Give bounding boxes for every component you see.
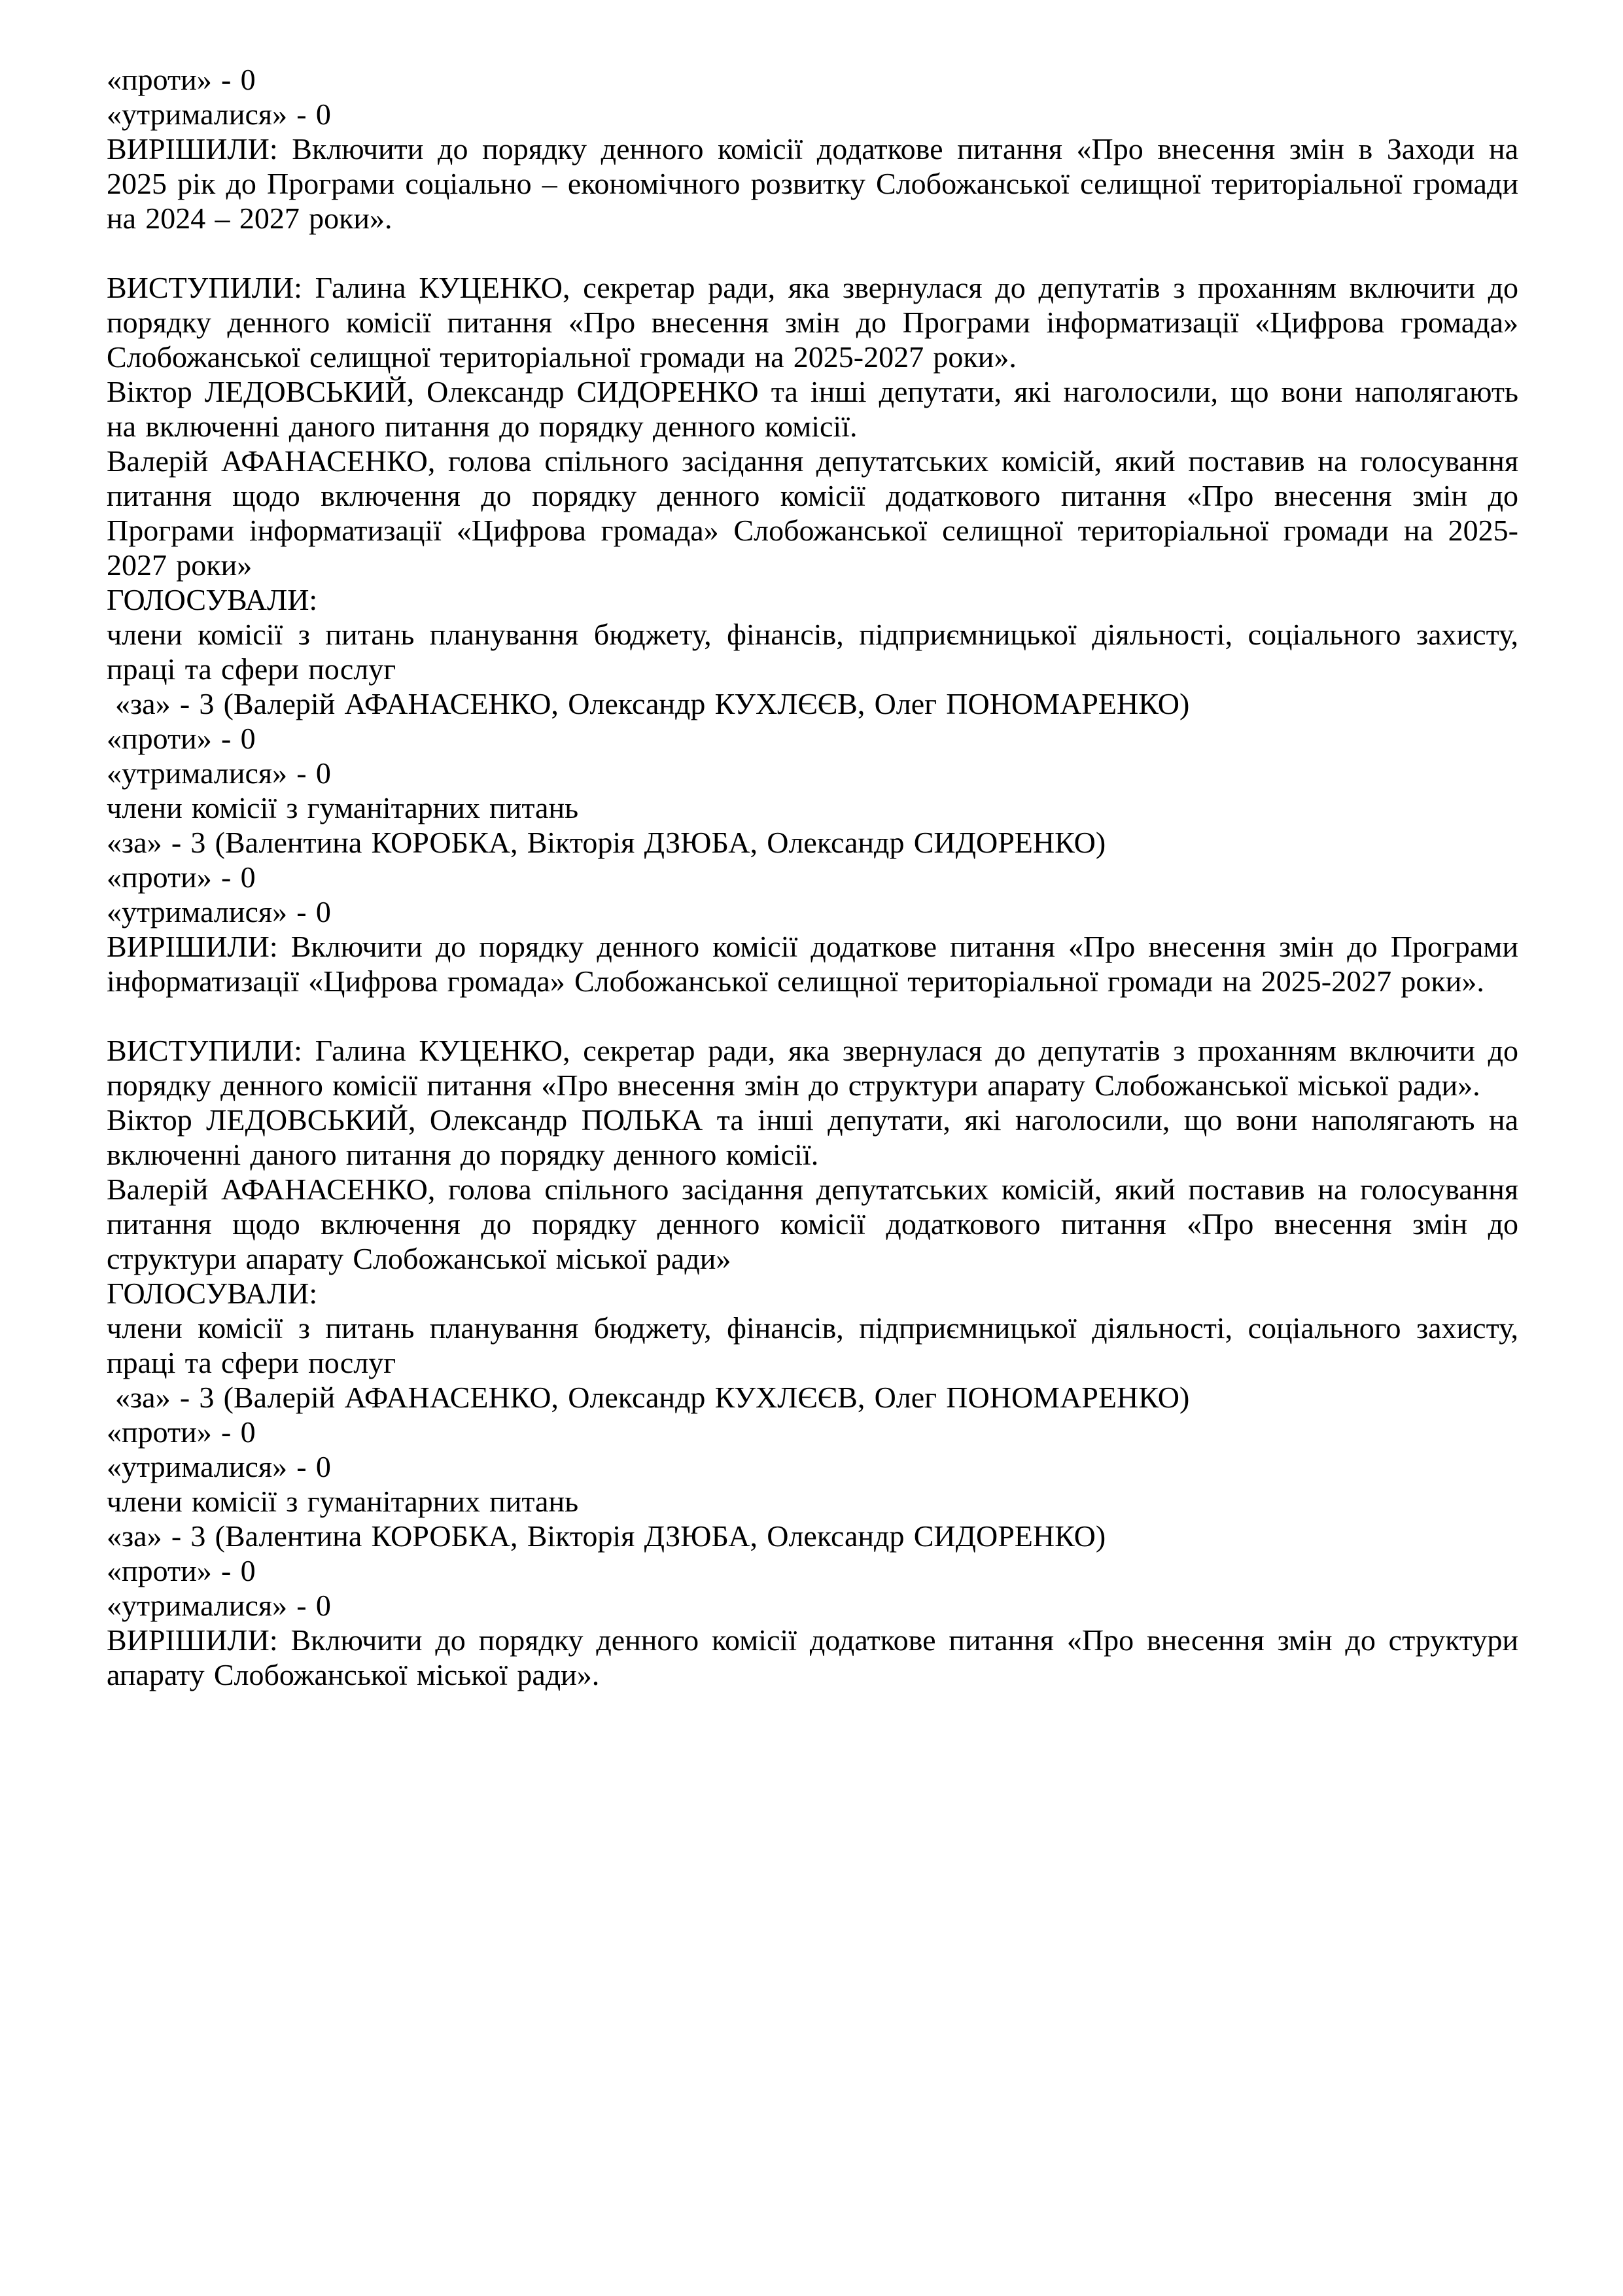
vote-line-against: «проти» - 0 bbox=[107, 860, 256, 894]
vote-line-for: «за» - 3 (Валентина КОРОБКА, Вікторія ДЗЮБА, Олександр СИДОРЕНКО) bbox=[107, 1519, 1106, 1553]
vote-line-for: «за» - 3 (Валерій АФАНАСЕНКО, Олександр КУХЛЄЄВ, Олег ПОНОМАРЕНКО) bbox=[115, 1381, 1190, 1414]
blank-line bbox=[107, 998, 1518, 1033]
vote-line-for: «за» - 3 (Валерій АФАНАСЕНКО, Олександр КУХЛЄЄВ, Олег ПОНОМАРЕНКО) bbox=[115, 687, 1190, 720]
deputies-remark-paragraph: Віктор ЛЕДОВСЬКИЙ, Олександр СИДОРЕНКО та інші депутати, які наголосили, що вони наполягають на включенні даного питання до порядку денного комісії. bbox=[107, 375, 1518, 443]
vote-line-abstained: «утрималися» - 0 bbox=[107, 1450, 331, 1483]
vote-line-against: «проти» - 0 bbox=[107, 63, 256, 96]
vote-line-abstained: «утрималися» - 0 bbox=[107, 1589, 331, 1622]
vote-line-abstained: «утрималися» - 0 bbox=[107, 97, 331, 131]
commission-budget-label: члени комісії з питань планування бюджету, фінансів, підприємницької діяльності, соціального захисту, праці та сфери послуг bbox=[107, 1311, 1518, 1379]
decision-paragraph: ВИРІШИЛИ: Включити до порядку денного комісії додаткове питання «Про внесення змін до структури апарату Слобожанської міської ради». bbox=[107, 1623, 1518, 1691]
decision-paragraph: ВИРІШИЛИ: Включити до порядку денного комісії додаткове питання «Про внесення змін в Заходи на 2025 рік до Програми соціально – економічного розвитку Слобожанської селищної територіальної громади на 2024 – 2027 роки». bbox=[107, 132, 1518, 235]
voted-heading: ГОЛОСУВАЛИ: bbox=[107, 583, 318, 616]
commission-humanitarian-label: члени комісії з гуманітарних питань bbox=[107, 1485, 579, 1518]
vote-line-abstained: «утрималися» - 0 bbox=[107, 895, 331, 928]
vote-line-abstained: «утрималися» - 0 bbox=[107, 756, 331, 790]
vote-line-against: «проти» - 0 bbox=[107, 1415, 256, 1449]
commission-budget-label: члени комісії з питань планування бюджету, фінансів, підприємницької діяльності, соціального захисту, праці та сфери послуг bbox=[107, 618, 1518, 686]
voted-heading: ГОЛОСУВАЛИ: bbox=[107, 1277, 318, 1310]
vote-line-against: «проти» - 0 bbox=[107, 1554, 256, 1587]
chair-motion-paragraph: Валерій АФАНАСЕНКО, голова спільного засідання депутатських комісій, який поставив на голосування питання щодо включення до порядку денного комісії додаткового питання «Про внесення змін до структури апарату Слобожанської міської ради» bbox=[107, 1173, 1518, 1275]
deputies-remark-paragraph: Віктор ЛЕДОВСЬКИЙ, Олександр ПОЛЬКА та інші депутати, які наголосили, що вони наполягають на включенні даного питання до порядку денного комісії. bbox=[107, 1103, 1518, 1171]
vote-line-against: «проти» - 0 bbox=[107, 722, 256, 755]
vote-line-for: «за» - 3 (Валентина КОРОБКА, Вікторія ДЗЮБА, Олександр СИДОРЕНКО) bbox=[107, 826, 1106, 859]
decision-paragraph: ВИРІШИЛИ: Включити до порядку денного комісії додаткове питання «Про внесення змін до Програми інформатизації «Цифрова громада» Слобожанської селищної територіальної громади на 2025-2027 роки». bbox=[107, 930, 1518, 998]
chair-motion-paragraph: Валерій АФАНАСЕНКО, голова спільного засідання депутатських комісій, який поставив на голосування питання щодо включення до порядку денного комісії додаткового питання «Про внесення змін до Програми інформатизації «Цифрова громада» Слобожанської селищної територіальної громади на 2025-2027 роки» bbox=[107, 444, 1518, 582]
speakers-paragraph: ВИСТУПИЛИ: Галина КУЦЕНКО, секретар ради, яка звернулася до депутатів з проханням включити до порядку денного комісії питання «Про внесення змін до структури апарату Слобожанської міської ради». bbox=[107, 1034, 1518, 1102]
speakers-paragraph: ВИСТУПИЛИ: Галина КУЦЕНКО, секретар ради, яка звернулася до депутатів з проханням включити до порядку денного комісії питання «Про внесення змін до Програми інформатизації «Цифрова громада» Слобожанської селищної територіальної громади на 2025-2027 роки». bbox=[107, 271, 1518, 374]
commission-humanitarian-label: члени комісії з гуманітарних питань bbox=[107, 791, 579, 824]
blank-line bbox=[107, 236, 1518, 270]
